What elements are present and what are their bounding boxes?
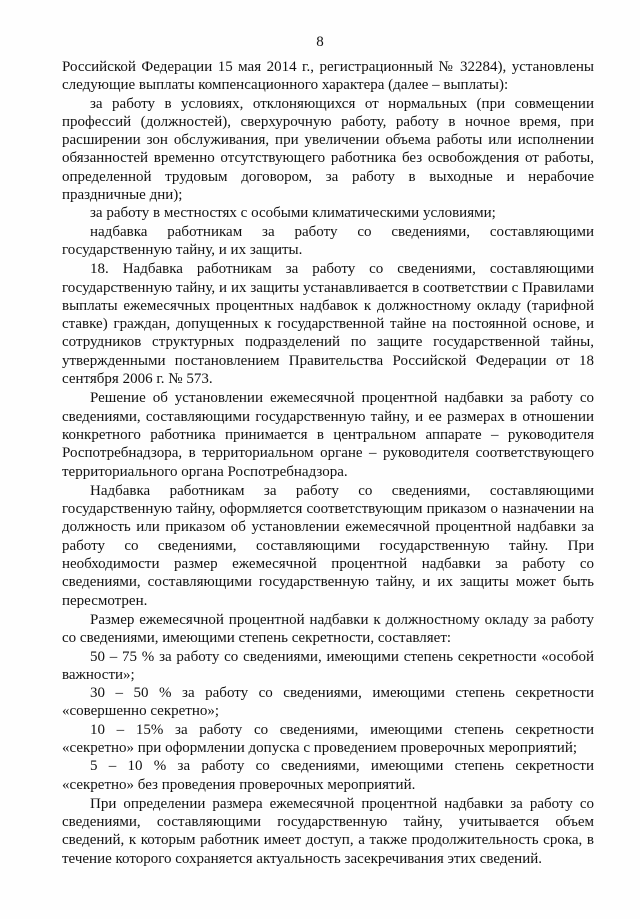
paragraph: 10 – 15% за работу со сведениями, имеющими степень секретности «секретно» при оформлении допуска с проведением проверочных мероприятий; xyxy=(62,721,594,756)
paragraph: При определении размера ежемесячной процентной надбавки за работу со сведениями, составляющими государственную тайну, учитывается объем сведений, к которым работник имеет доступ, а также продолжительность срока, в течение которого сохраняется актуальность засекречивания этих сведений. xyxy=(62,795,594,867)
paragraph: за работу в условиях, отклоняющихся от нормальных (при совмещении профессий (должностей), сверхурочную работу, работу в ночное время, при расширении зон обслуживания, при увеличении объема работы или исполнении обязанностей временно отсутствующего работника без освобождения от работы, определенной трудовым договором, за работу в выходные и нерабочие праздничные дни); xyxy=(62,95,594,204)
page-number: 8 xyxy=(316,34,324,50)
paragraph: Надбавка работникам за работу со сведениями, составляющими государственную тайну, оформляется соответствующим приказом о назначении на должность или приказом об установлении ежемесячной процентной надбавки за работу со сведениями, составляющими государственную тайну. При необходимости размер ежемесячной процентной надбавки за работу со сведениями, составляющими государственную тайну, и их защиты может быть пересмотрен. xyxy=(62,482,594,609)
paragraph: 50 – 75 % за работу со сведениями, имеющими степень секретности «особой важности»; xyxy=(62,648,594,683)
paragraph: 18. Надбавка работникам за работу со сведениями, составляющими государственную тайну, и их защиты устанавливается в соответствии с Правилами выплаты ежемесячных процентных надбавок к должностному окладу (тарифной ставке) граждан, допущенных к государственной тайне на постоянной основе, и сотрудников структурных подразделений по защите государственной тайны, утвержденными постановлением Правительства Российской Федерации от 18 сентября 2006 г. № 573. xyxy=(62,261,594,388)
paragraph: Размер ежемесячной процентной надбавки к должностному окладу за работу со сведениями, имеющими степень секретности, составляет: xyxy=(62,611,594,647)
paragraph: 5 – 10 % за работу со сведениями, имеющими степень секретности «секретно» без проведения проверочных мероприятий. xyxy=(62,758,594,793)
document-body xyxy=(62,58,594,868)
paragraph: надбавка работникам за работу со сведениями, составляющими государственную тайну, и их защиты. xyxy=(62,223,594,258)
paragraph: Решение об установлении ежемесячной процентной надбавки за работу со сведениями, составляющими государственную тайну, и ее размерах в отношении конкретного работника принимается в центральном аппарате – руководителя Роспотребнадзора, в территориальном органе – руководителя соответствующего территориального органа Роспотребнадзора. xyxy=(62,390,594,480)
paragraph: за работу в местностях с особыми климатическими условиями; xyxy=(90,205,496,222)
paragraph: Российской Федерации 15 мая 2014 г., регистрационный № 32284), установлены следующие выплаты компенсационного характера (далее – выплаты): xyxy=(62,59,594,94)
paragraph: 30 – 50 % за работу со сведениями, имеющими степень секретности «совершенно секретно»; xyxy=(62,685,594,720)
